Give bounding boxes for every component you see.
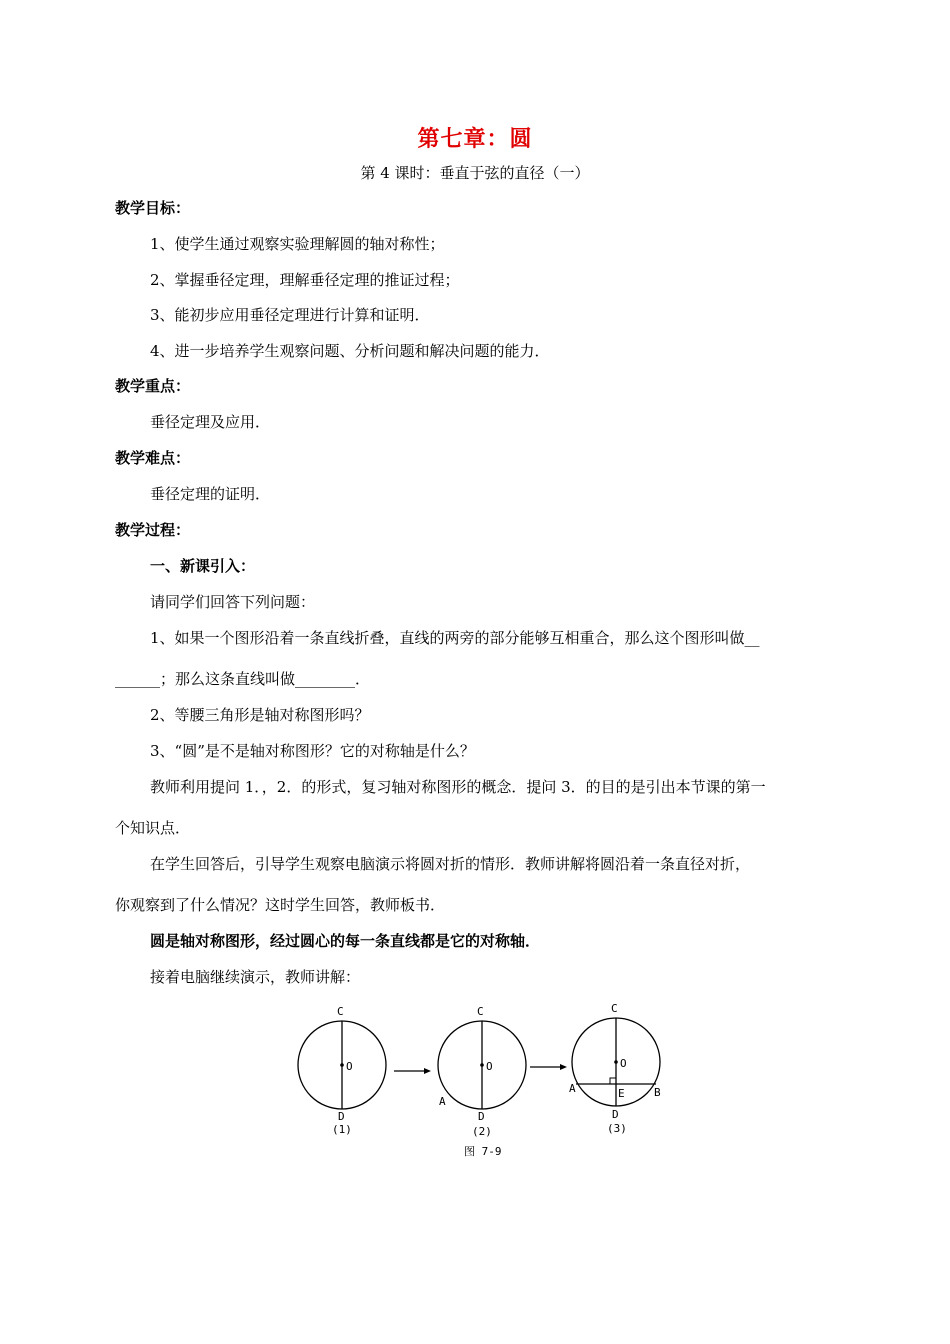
goals-heading: 教学目标： [115,199,191,217]
label-d-2: D [478,1110,485,1123]
question-2: 2、等腰三角形是轴对称图形吗？ [150,706,370,724]
key-point-text: 垂径定理及应用． [150,413,271,431]
lesson-subtitle: 第 4 课时：垂直于弦的直径（一） [360,164,590,182]
label-o-3: O [620,1057,627,1070]
circle-diagram-3 [569,1002,661,1135]
label-a-3: A [569,1082,576,1095]
conclusion-text: 圆是轴对称图形，经过圆心的每一条直线都是它的对称轴． [150,932,541,950]
question-1-line-1: 1、如果一个图形沿着一条直线折叠，直线的两旁的部分能够互相重合，那么这个图形叫做__ [150,629,760,647]
label-n3: (3) [607,1122,627,1135]
question-3: 3、“圆”是不是轴对称图形？它的对称轴是什么？ [150,742,475,760]
goal-item-3: 3、能初步应用垂径定理进行计算和证明． [150,306,430,324]
label-n1: (1) [332,1123,352,1136]
section-new-lesson: 一、新课引入： [150,557,256,575]
difficulty-text: 垂径定理的证明． [150,485,271,503]
label-e-3: E [618,1087,625,1100]
process-heading: 教学过程： [115,521,191,539]
arrow-2 [530,1064,567,1070]
paragraph-3: 接着电脑继续演示，教师讲解： [150,968,361,986]
label-c-3: C [611,1002,618,1015]
paragraph-2-line-1: 在学生回答后，引导学生观察电脑演示将圆对折的情形．教师讲解将圆沿着一条直径对折， [150,855,751,873]
figure-7-9 [290,1000,670,1165]
label-c-1: C [337,1005,344,1018]
key-point-heading: 教学重点： [115,377,191,395]
circle-diagram-1 [298,1005,386,1136]
label-o-2: O [486,1060,493,1073]
label-n2: (2) [472,1125,492,1138]
question-prompt: 请同学们回答下列问题： [150,593,316,611]
label-o-1: O [346,1060,353,1073]
label-a-2: A [439,1095,446,1108]
paragraph-2-line-2: 你观察到了什么情况？这时学生回答，教师板书． [115,896,446,914]
paragraph-1-line-1: 教师利用提问 1．，2．的形式，复习轴对称图形的概念．提问 3．的目的是引出本节课的第一 [150,778,766,796]
question-1-line-2: ______；那么这条直线叫做________． [115,670,371,688]
arrow-1 [394,1068,431,1074]
label-c-2: C [477,1005,484,1018]
chapter-title: 第七章：圆 [417,127,533,152]
paragraph-1-line-2: 个知识点． [115,819,191,837]
circle-diagram-2 [438,1005,526,1138]
goal-item-2: 2、掌握垂径定理，理解垂径定理的推证过程； [150,271,460,289]
label-b-3: B [654,1086,661,1099]
label-d-3: D [612,1108,619,1121]
label-d-1: D [338,1110,345,1123]
difficulty-heading: 教学难点： [115,449,191,467]
goal-item-1: 1、使学生通过观察实验理解圆的轴对称性； [150,235,445,253]
figure-caption: 图 7-9 [464,1145,502,1158]
goal-item-4: 4、进一步培养学生观察问题、分析问题和解决问题的能力． [150,342,550,360]
